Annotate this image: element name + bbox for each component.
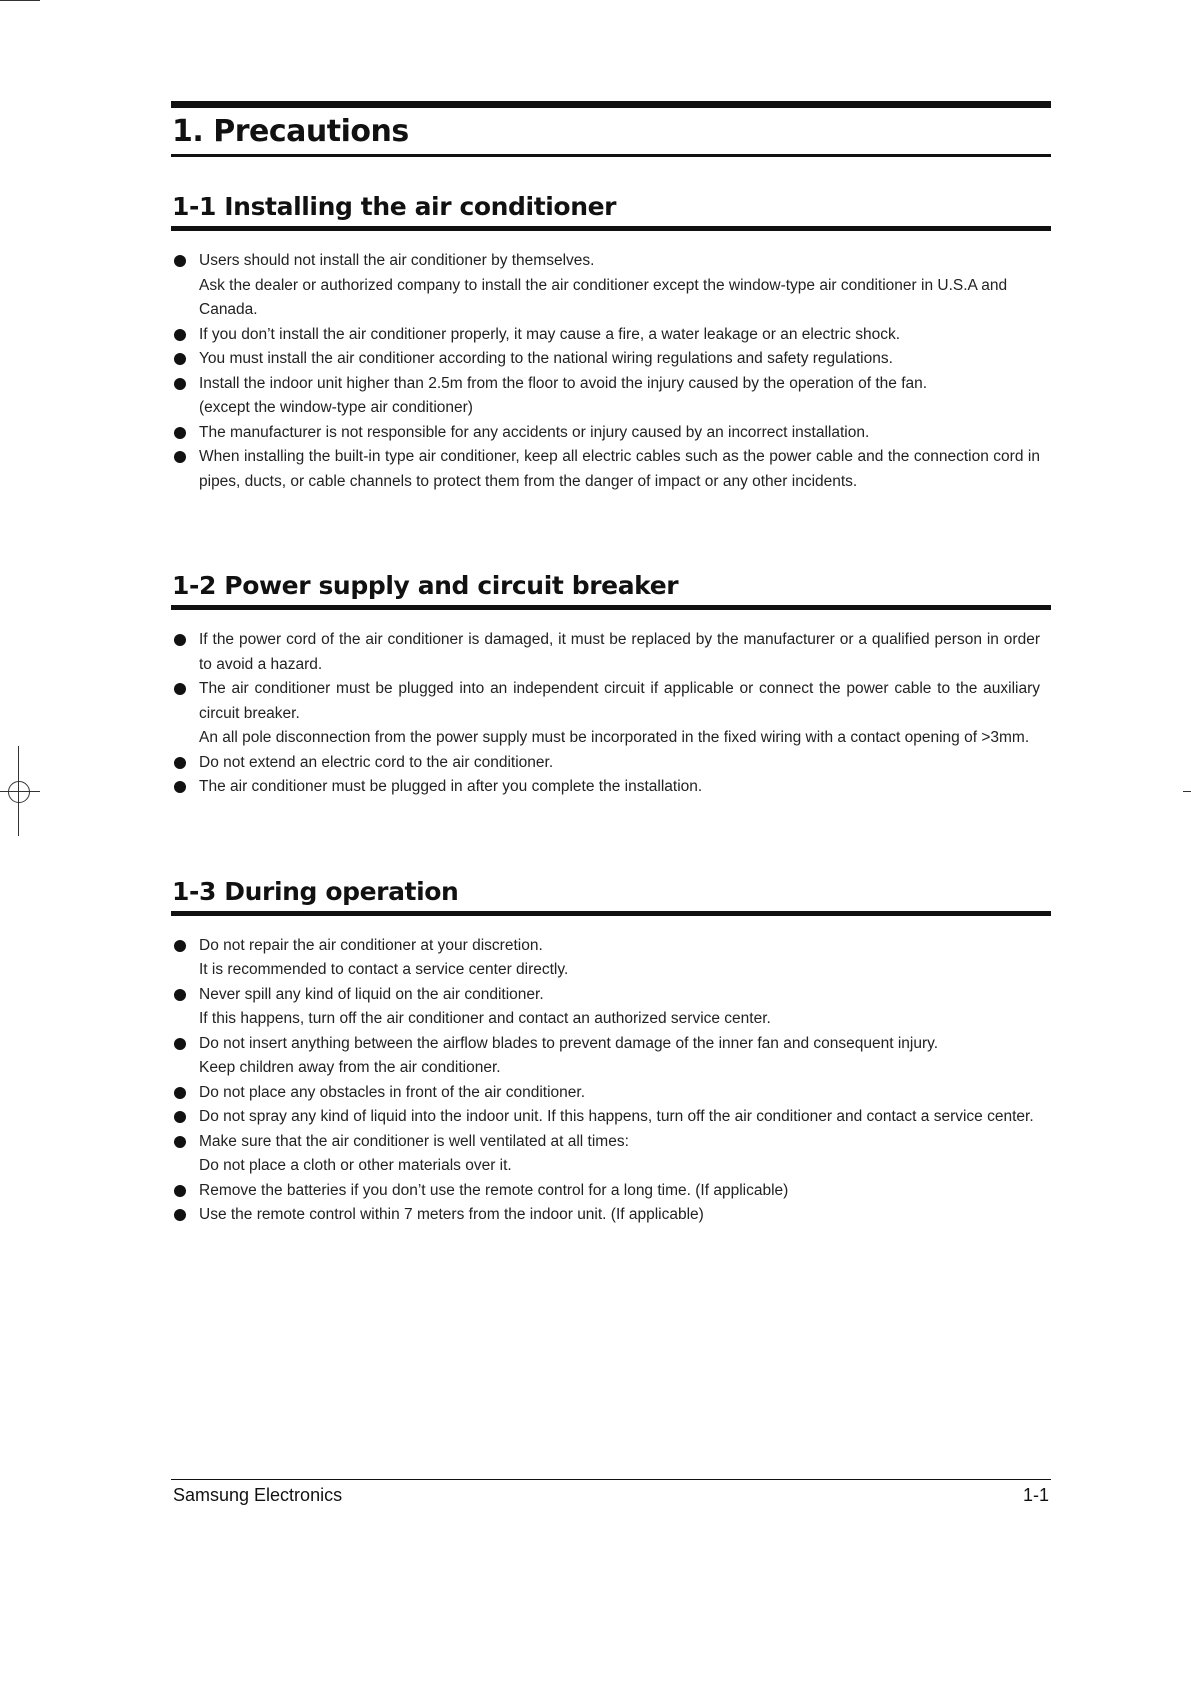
list-item: You must install the air conditioner according to the national wiring regulations and safety regulations.	[171, 347, 1051, 372]
bullet-list	[171, 628, 1051, 800]
page-content	[171, 101, 1051, 1228]
bullet-icon	[174, 1111, 186, 1123]
registration-mark	[8, 781, 30, 803]
bullet-icon	[174, 1038, 186, 1050]
list-item: The manufacturer is not responsible for any accidents or injury caused by an incorrect installation.	[171, 421, 1051, 446]
page-footer	[171, 1479, 1051, 1506]
list-item: The air conditioner must be plugged in after you complete the installation.	[171, 775, 1051, 800]
list-item: Do not repair the air conditioner at your discretion. It is recommended to contact a service center directly.	[171, 934, 1051, 983]
bullet-icon	[174, 353, 186, 365]
bullet-icon	[174, 1209, 186, 1221]
bullet-list	[171, 249, 1051, 494]
section-title: 1-3 During operation	[171, 878, 1051, 916]
footer-company: Samsung Electronics	[173, 1485, 343, 1505]
bullet-icon	[174, 1087, 186, 1099]
bullet-icon	[174, 683, 186, 695]
section-power-supply	[171, 572, 1051, 800]
list-item: Make sure that the air conditioner is well ventilated at all times: Do not place a cloth or other materials over it.	[171, 1130, 1051, 1179]
bullet-icon	[174, 1185, 186, 1197]
crop-mark-top-left	[0, 0, 40, 1]
chapter-title: 1. Precautions	[171, 101, 1051, 157]
list-item: Install the indoor unit higher than 2.5m from the floor to avoid the injury caused by the operation of the fan. (except the window-type air conditioner)	[171, 372, 1051, 421]
bullet-icon	[174, 427, 186, 439]
list-item: Users should not install the air conditioner by themselves. Ask the dealer or authorized company to install the air conditioner except the window-type air conditioner in U.S.A and Canada.	[171, 249, 1051, 323]
list-item: Remove the batteries if you don’t use the remote control for a long time. (If applicable)	[171, 1179, 1051, 1204]
list-item: Do not extend an electric cord to the air conditioner.	[171, 751, 1051, 776]
list-item: Use the remote control within 7 meters from the indoor unit. (If applicable)	[171, 1203, 1051, 1228]
list-item: If you don’t install the air conditioner properly, it may cause a fire, a water leakage or an electric shock.	[171, 323, 1051, 348]
bullet-icon	[174, 757, 186, 769]
section-during-operation	[171, 878, 1051, 1228]
list-item: The air conditioner must be plugged into an independent circuit if applicable or connect the power cable to the auxiliary circuit breaker. An all pole disconnection from the power supply must be incorporated in the fixed wiring with a contact opening of >3mm.	[171, 677, 1051, 751]
crop-mark-right	[1183, 791, 1191, 792]
bullet-icon	[174, 781, 186, 793]
section-installing	[171, 193, 1051, 494]
list-item: Do not insert anything between the airflow blades to prevent damage of the inner fan and consequent injury. Keep children away from the air conditioner.	[171, 1032, 1051, 1081]
bullet-list	[171, 934, 1051, 1228]
list-item: Do not spray any kind of liquid into the indoor unit. If this happens, turn off the air conditioner and contact a service center.	[171, 1105, 1051, 1130]
bullet-icon	[174, 255, 186, 267]
bullet-icon	[174, 451, 186, 463]
bullet-icon	[174, 1136, 186, 1148]
list-item: If the power cord of the air conditioner is damaged, it must be replaced by the manufacturer or a qualified person in order to avoid a hazard.	[171, 628, 1051, 677]
list-item: Never spill any kind of liquid on the air conditioner. If this happens, turn off the air conditioner and contact an authorized service center.	[171, 983, 1051, 1032]
bullet-icon	[174, 329, 186, 341]
bullet-icon	[174, 634, 186, 646]
bullet-icon	[174, 378, 186, 390]
section-title: 1-2 Power supply and circuit breaker	[171, 572, 1051, 610]
page-number: 1-1	[1022, 1485, 1049, 1505]
list-item: When installing the built-in type air conditioner, keep all electric cables such as the power cable and the connection cord in pipes, ducts, or cable channels to protect them from the danger of impact or any other incidents.	[171, 445, 1051, 494]
list-item: Do not place any obstacles in front of the air conditioner.	[171, 1081, 1051, 1106]
bullet-icon	[174, 940, 186, 952]
bullet-icon	[174, 989, 186, 1001]
section-title: 1-1 Installing the air conditioner	[171, 193, 1051, 231]
